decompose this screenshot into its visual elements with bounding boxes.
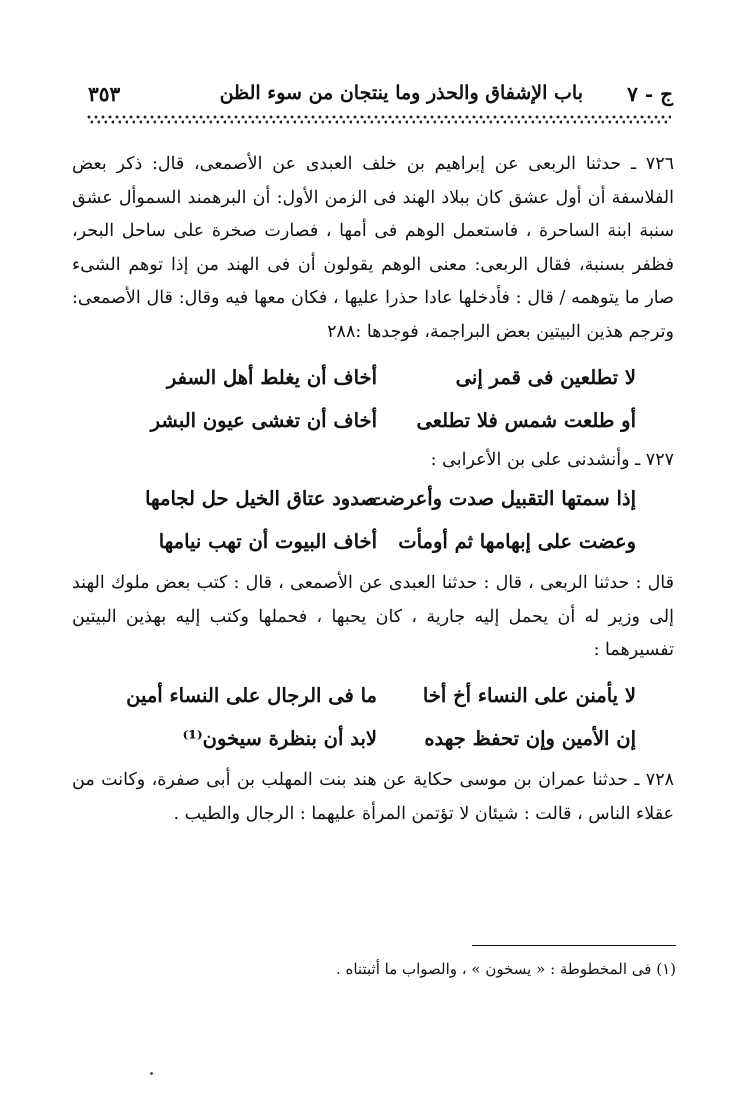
paragraph-727: ٧٢٧ ـ وأنشدنى على بن الأعرابى : [430,449,674,470]
running-header [88,82,673,116]
verse-line [72,520,674,563]
verse-first-hemistich: إذا سمتها التقبيل صدت وأعرضت [369,487,636,511]
verse-first-hemistich: لا يأمنن على النساء أخ أخا [422,683,636,707]
scan-speck [150,1072,153,1075]
verse-second-hemistich: لابد أن بنظرة سيخون⁽¹⁾ [182,726,377,750]
paragraph-726 [72,148,674,350]
page-number: ٣٥٣ [88,82,121,106]
verse-first-hemistich: وعضت على إبهامها ثم أومأت [398,530,636,554]
verse-line [72,399,674,442]
verse-first-hemistich: إن الأمين وإن تحفظ جهده [424,726,636,750]
verse-second-hemistich: ما فى الرجال على النساء أمين [126,683,377,707]
verse-second-hemistich: صدود عتاق الخيل حل لجامها [145,487,377,511]
header-ornament-divider [86,114,671,126]
paragraph-narration: قال : حدثنا الربعى ، قال : حدثنا العبدى عن الأصمعى ، قال : كتب بعض ملوك الهند إلى وزير له أن يحمل إليه جارية ، كان يحبها ، فحملها وكتب إليه بهذين البيتين تفسيرهما : [72,573,674,661]
volume-label: ج - ٧ [627,82,673,106]
verse-first-hemistich: لا تطلعين فى قمر إنى [455,365,636,389]
chapter-title: باب الإشفاق والحذر وما ينتجان من سوء الظن [219,82,583,104]
main-text [72,148,674,831]
footnote: (١) فى المخطوطة : « يسخون » ، والصواب ما أثبتناه . [335,960,676,978]
paragraph-726-text: ٧٢٦ ـ حدثنا الربعى عن إبراهيم بن خلف العبدى عن الأصمعى، قال: ذكر بعض الفلاسفة أن أول عشق كان ببلاد الهند فى الزمن الأول: أن البرهمند السموأل عشق سنبة ابنة الساحرة ، فاستعمل الوهم فى أمها ، فصارت صخرة على ساحل البحر، فظفر بسنبة، فقال الربعى: معنى الوهم يقولون أن فى الهند من إذا توهم الشىء صار ما يتوهمه / قال : فأدخلها عادا حذرا عليها ، فكان معها فيه وقال: قال الأصمعى: وترجم هذين البيتين بعض البراجمة، فوجدها : [72,154,674,342]
verse-line [72,356,674,399]
verse-second-hemistich: أخاف أن تغشى عيون البشر [150,408,377,432]
verse-line [72,717,674,760]
verse-line [72,674,674,717]
verse-first-hemistich: أو طلعت شمس فلا تطلعى [416,408,636,432]
verse-second-hemistich: أخاف أن يغلط أهل السفر [166,365,377,389]
footnote-rule [472,945,676,946]
verse-line [72,477,674,520]
paragraph-728: ٧٢٨ ـ حدثنا عمران بن موسى حكاية عن هند بنت المهلب بن أبى صفرة، وكانت من عقلاء الناس ، قالت : شيئان لا تؤتمن المرأة عليهما : الرجال والطيب . [72,769,674,824]
margin-folio-number: ٢٨٨ [327,321,356,342]
verse-second-hemistich: أخاف البيوت أن تهب نيامها [158,530,377,554]
